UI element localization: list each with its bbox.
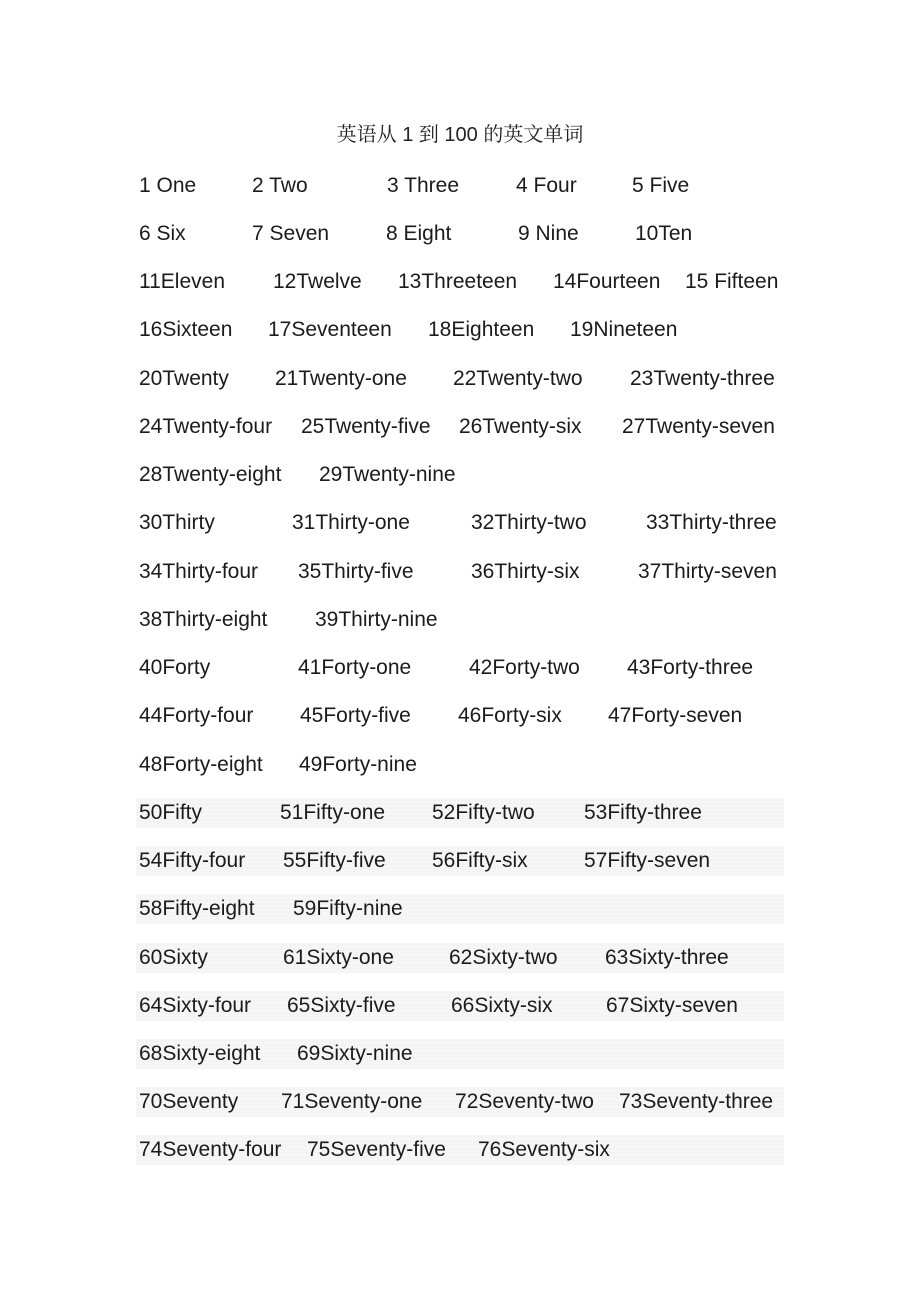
number-word: 62Sixty-two — [449, 946, 558, 969]
number-word: 12Twelve — [273, 270, 362, 293]
number-word: 39Thirty-nine — [315, 608, 438, 631]
number-word: 52Fifty-two — [432, 801, 535, 824]
number-word: 69Sixty-nine — [297, 1042, 413, 1065]
word-row — [0, 605, 920, 635]
number-word: 23Twenty-three — [630, 367, 775, 390]
number-word: 32Thirty-two — [471, 511, 587, 534]
word-row — [0, 557, 920, 587]
number-word: 40Forty — [139, 656, 211, 679]
number-word: 2 Two — [252, 174, 308, 197]
word-row — [136, 1087, 784, 1117]
number-word: 57Fifty-seven — [584, 849, 711, 872]
number-word: 10Ten — [635, 222, 693, 245]
number-word: 29Twenty-nine — [319, 463, 456, 486]
number-word: 38Thirty-eight — [139, 608, 268, 631]
number-word: 54Fifty-four — [139, 849, 246, 872]
number-word: 45Forty-five — [300, 704, 411, 727]
number-word: 58Fifty-eight — [139, 897, 255, 920]
word-row — [136, 991, 784, 1021]
number-word: 1 One — [139, 174, 197, 197]
number-word: 8 Eight — [386, 222, 452, 245]
number-word: 49Forty-nine — [299, 753, 417, 776]
number-word: 7 Seven — [252, 222, 330, 245]
number-word: 11Eleven — [139, 270, 226, 293]
number-word: 36Thirty-six — [471, 560, 580, 583]
number-word: 21Twenty-one — [275, 367, 407, 390]
word-row — [136, 894, 784, 924]
number-word: 44Forty-four — [139, 704, 254, 727]
number-word: 75Seventy-five — [307, 1138, 446, 1161]
number-word: 18Eighteen — [428, 318, 535, 341]
number-word: 37Thirty-seven — [638, 560, 777, 583]
number-word: 73Seventy-three — [619, 1090, 774, 1113]
word-row — [0, 219, 920, 249]
number-word: 3 Three — [387, 174, 459, 197]
word-row — [0, 750, 920, 780]
number-word: 6 Six — [139, 222, 186, 245]
word-row — [136, 846, 784, 876]
number-word: 26Twenty-six — [459, 415, 582, 438]
number-word: 59Fifty-nine — [293, 897, 403, 920]
number-word: 42Forty-two — [469, 656, 580, 679]
number-word: 25Twenty-five — [301, 415, 431, 438]
word-row — [136, 798, 784, 828]
number-word: 14Fourteen — [553, 270, 661, 293]
word-row — [0, 315, 920, 345]
word-row — [0, 364, 920, 394]
number-word: 31Thirty-one — [292, 511, 410, 534]
word-row — [0, 460, 920, 490]
number-word: 16Sixteen — [139, 318, 233, 341]
number-word: 47Forty-seven — [608, 704, 743, 727]
number-word: 20Twenty — [139, 367, 229, 390]
number-word: 55Fifty-five — [283, 849, 386, 872]
number-word: 33Thirty-three — [646, 511, 777, 534]
word-row — [136, 1135, 784, 1165]
number-word: 72Seventy-two — [455, 1090, 594, 1113]
number-word: 51Fifty-one — [280, 801, 386, 824]
page-title: 英语从 1 到 100 的英文单词 — [336, 124, 584, 146]
number-word: 28Twenty-eight — [139, 463, 282, 486]
word-row — [136, 1039, 784, 1069]
number-word: 48Forty-eight — [139, 753, 263, 776]
number-word: 74Seventy-four — [139, 1138, 282, 1161]
number-word: 22Twenty-two — [453, 367, 583, 390]
word-row — [0, 267, 920, 297]
number-word: 61Sixty-one — [283, 946, 394, 969]
word-row — [0, 701, 920, 731]
number-word: 43Forty-three — [627, 656, 754, 679]
number-word: 71Seventy-one — [281, 1090, 423, 1113]
number-word: 27Twenty-seven — [622, 415, 775, 438]
number-word: 63Sixty-three — [605, 946, 729, 969]
number-word: 34Thirty-four — [139, 560, 259, 583]
number-word: 76Seventy-six — [478, 1138, 610, 1161]
number-word: 56Fifty-six — [432, 849, 528, 872]
number-word: 41Forty-one — [298, 656, 412, 679]
word-row — [0, 171, 920, 201]
number-word: 30Thirty — [139, 511, 215, 534]
number-word: 15 Fifteen — [685, 270, 779, 293]
number-word: 24Twenty-four — [139, 415, 273, 438]
number-word: 17Seventeen — [268, 318, 392, 341]
number-word: 13Threeteen — [398, 270, 518, 293]
number-word: 70Seventy — [139, 1090, 239, 1113]
word-row — [136, 943, 784, 973]
number-word: 67Sixty-seven — [606, 994, 738, 1017]
number-word: 64Sixty-four — [139, 994, 252, 1017]
number-word: 35Thirty-five — [298, 560, 414, 583]
number-word: 50Fifty — [139, 801, 203, 824]
number-word: 66Sixty-six — [451, 994, 553, 1017]
number-word: 46Forty-six — [458, 704, 562, 727]
number-word: 60Sixty — [139, 946, 208, 969]
number-word: 5 Five — [632, 174, 690, 197]
number-word: 65Sixty-five — [287, 994, 396, 1017]
number-word: 53Fifty-three — [584, 801, 702, 824]
word-row — [0, 412, 920, 442]
word-row — [0, 653, 920, 683]
number-word: 4 Four — [516, 174, 577, 197]
number-word: 19Nineteen — [570, 318, 678, 341]
word-row — [0, 508, 920, 538]
number-word: 68Sixty-eight — [139, 1042, 261, 1065]
number-word: 9 Nine — [518, 222, 579, 245]
